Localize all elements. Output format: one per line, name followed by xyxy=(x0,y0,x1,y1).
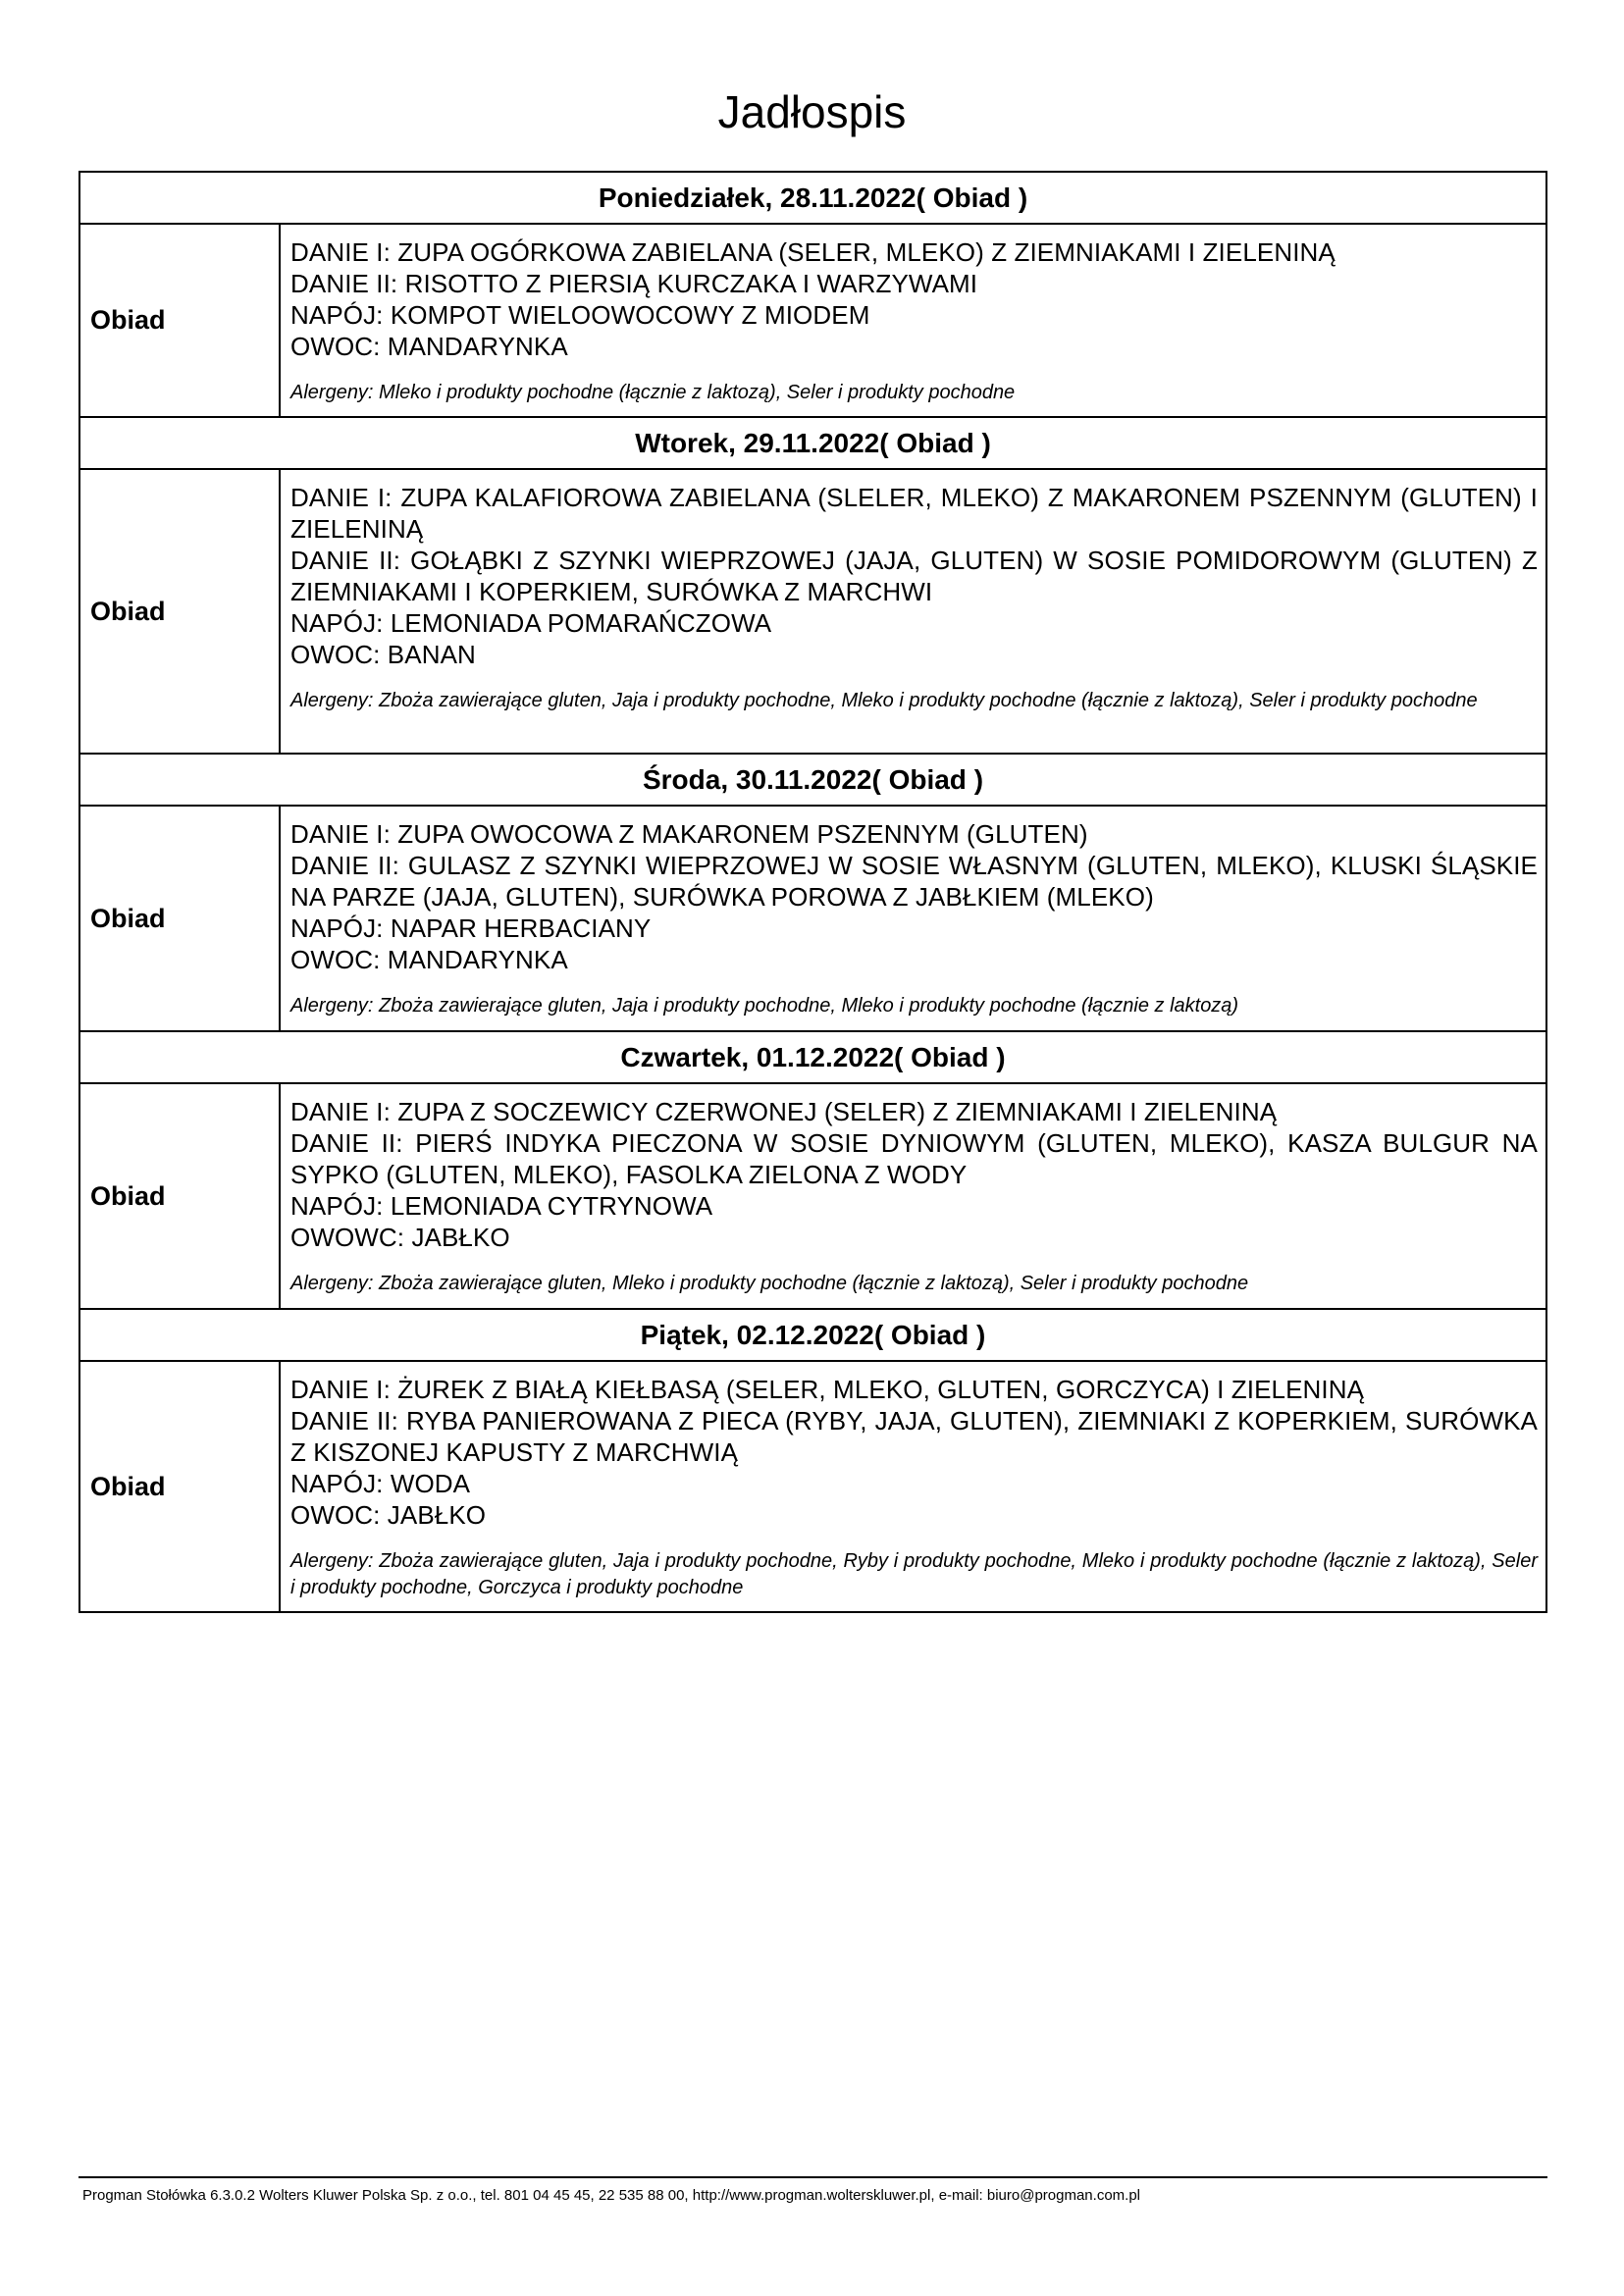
meal-content xyxy=(280,1361,1546,1612)
day-header-row xyxy=(79,417,1546,469)
meal-row xyxy=(79,469,1546,754)
allergens-note: Alergeny: Zboża zawierające gluten, Jaja i produkty pochodne, Ryby i produkty pochodne, Mleko i produkty pochodne (łącznie z laktozą), Seler i produkty pochodne, Gorczyca i produkty pochodne xyxy=(290,1550,1538,1598)
allergens-note: Alergeny: Mleko i produkty pochodne (łącznie z laktozą), Seler i produkty pochodne xyxy=(290,382,1016,403)
dish-fruit: OWOC: BANAN xyxy=(290,640,476,669)
allergens-note: Alergeny: Zboża zawierające gluten, Jaja i produkty pochodne, Mleko i produkty pochodne (łącznie z laktozą), Seler i produkty pochodne xyxy=(290,690,1478,711)
day-header-row xyxy=(79,1031,1546,1083)
allergens-note: Alergeny: Zboża zawierające gluten, Jaja i produkty pochodne, Mleko i produkty pochodne (łącznie z laktozą) xyxy=(290,995,1239,1017)
meal-content xyxy=(280,806,1546,1031)
day-header: Poniedziałek, 28.11.2022( Obiad ) xyxy=(79,172,1546,224)
meal-content xyxy=(280,224,1546,417)
dish-fruit: OWOC: MANDARYNKA xyxy=(290,332,568,361)
meal-row xyxy=(79,1083,1546,1309)
dish-main: DANIE II: PIERŚ INDYKA PIECZONA W SOSIE DYNIOWYM (GLUTEN, MLEKO), KASZA BULGUR NA SYPKO (GLUTEN, MLEKO), FASOLKA ZIELONA Z WODY xyxy=(290,1128,1538,1189)
footer-text: Progman Stołówka 6.3.0.2 Wolters Kluwer Polska Sp. z o.o., tel. 801 04 45 45, 22 535 88 00, http://www.progman.wolterskluwer.pl, e-mail: biuro@progman.com.pl xyxy=(82,2187,1141,2204)
meal-label: Obiad xyxy=(79,806,280,1031)
day-header: Wtorek, 29.11.2022( Obiad ) xyxy=(79,417,1546,469)
dish-drink: NAPÓJ: LEMONIADA CYTRYNOWA xyxy=(290,1191,713,1221)
page-title: Jadłospis xyxy=(717,86,907,137)
dish-main: DANIE II: RISOTTO Z PIERSIĄ KURCZAKA I WARZYWAMI xyxy=(290,269,978,298)
dish-main: DANIE II: GOŁĄBKI Z SZYNKI WIEPRZOWEJ (JAJA, GLUTEN) W SOSIE POMIDOROWYM (GLUTEN) Z ZIEMNIAKAMI I KOPERKIEM, SURÓWKA Z MARCHWI xyxy=(290,546,1538,606)
dish-drink: NAPÓJ: KOMPOT WIELOOWOCOWY Z MIODEM xyxy=(290,300,870,330)
dish-drink: NAPÓJ: NAPAR HERBACIANY xyxy=(290,913,652,943)
dish-fruit: OWOC: JABŁKO xyxy=(290,1500,487,1530)
day-header: Piątek, 02.12.2022( Obiad ) xyxy=(79,1309,1546,1361)
footer-divider xyxy=(79,2176,1547,2178)
meal-content xyxy=(280,469,1546,754)
dish-soup: DANIE I: ZUPA Z SOCZEWICY CZERWONEJ (SELER) Z ZIEMNIAKAMI I ZIELENINĄ xyxy=(290,1097,1278,1126)
day-header: Czwartek, 01.12.2022( Obiad ) xyxy=(79,1031,1546,1083)
dish-soup: DANIE I: ZUPA KALAFIOROWA ZABIELANA (SLELER, MLEKO) Z MAKARONEM PSZENNYM (GLUTEN) I ZIELENINĄ xyxy=(290,483,1538,544)
menu-table xyxy=(79,171,1547,1613)
meal-content xyxy=(280,1083,1546,1309)
allergens-note: Alergeny: Zboża zawierające gluten, Mleko i produkty pochodne (łącznie z laktozą), Seler i produkty pochodne xyxy=(290,1273,1249,1294)
dish-soup: DANIE I: ZUPA OWOCOWA Z MAKARONEM PSZENNYM (GLUTEN) xyxy=(290,819,1088,849)
dish-main: DANIE II: GULASZ Z SZYNKI WIEPRZOWEJ W SOSIE WŁASNYM (GLUTEN, MLEKO), KLUSKI ŚLĄSKIE NA PARZE (JAJA, GLUTEN), SURÓWKA POROWA Z JABŁKIEM (MLEKO) xyxy=(290,851,1538,912)
dish-main: DANIE II: RYBA PANIEROWANA Z PIECA (RYBY, JAJA, GLUTEN), ZIEMNIAKI Z KOPERKIEM, SURÓWKA Z KISZONEJ KAPUSTY Z MARCHWIĄ xyxy=(290,1406,1538,1467)
meal-label: Obiad xyxy=(79,469,280,754)
dish-fruit: OWOC: MANDARYNKA xyxy=(290,945,568,974)
meal-label: Obiad xyxy=(79,1361,280,1612)
dish-fruit: OWOWC: JABŁKO xyxy=(290,1223,510,1252)
meal-row xyxy=(79,224,1546,417)
day-header-row xyxy=(79,172,1546,224)
meal-row xyxy=(79,806,1546,1031)
dish-drink: NAPÓJ: WODA xyxy=(290,1469,471,1498)
day-header-row xyxy=(79,1309,1546,1361)
meal-label: Obiad xyxy=(79,224,280,417)
meal-row xyxy=(79,1361,1546,1612)
dish-drink: NAPÓJ: LEMONIADA POMARAŃCZOWA xyxy=(290,608,772,638)
dish-soup: DANIE I: ŻUREK Z BIAŁĄ KIEŁBASĄ (SELER, MLEKO, GLUTEN, GORCZYCA) I ZIELENINĄ xyxy=(290,1375,1365,1404)
day-header-row xyxy=(79,754,1546,806)
dish-soup: DANIE I: ZUPA OGÓRKOWA ZABIELANA (SELER, MLEKO) Z ZIEMNIAKAMI I ZIELENINĄ xyxy=(290,237,1336,267)
day-header: Środa, 30.11.2022( Obiad ) xyxy=(79,754,1546,806)
meal-label: Obiad xyxy=(79,1083,280,1309)
